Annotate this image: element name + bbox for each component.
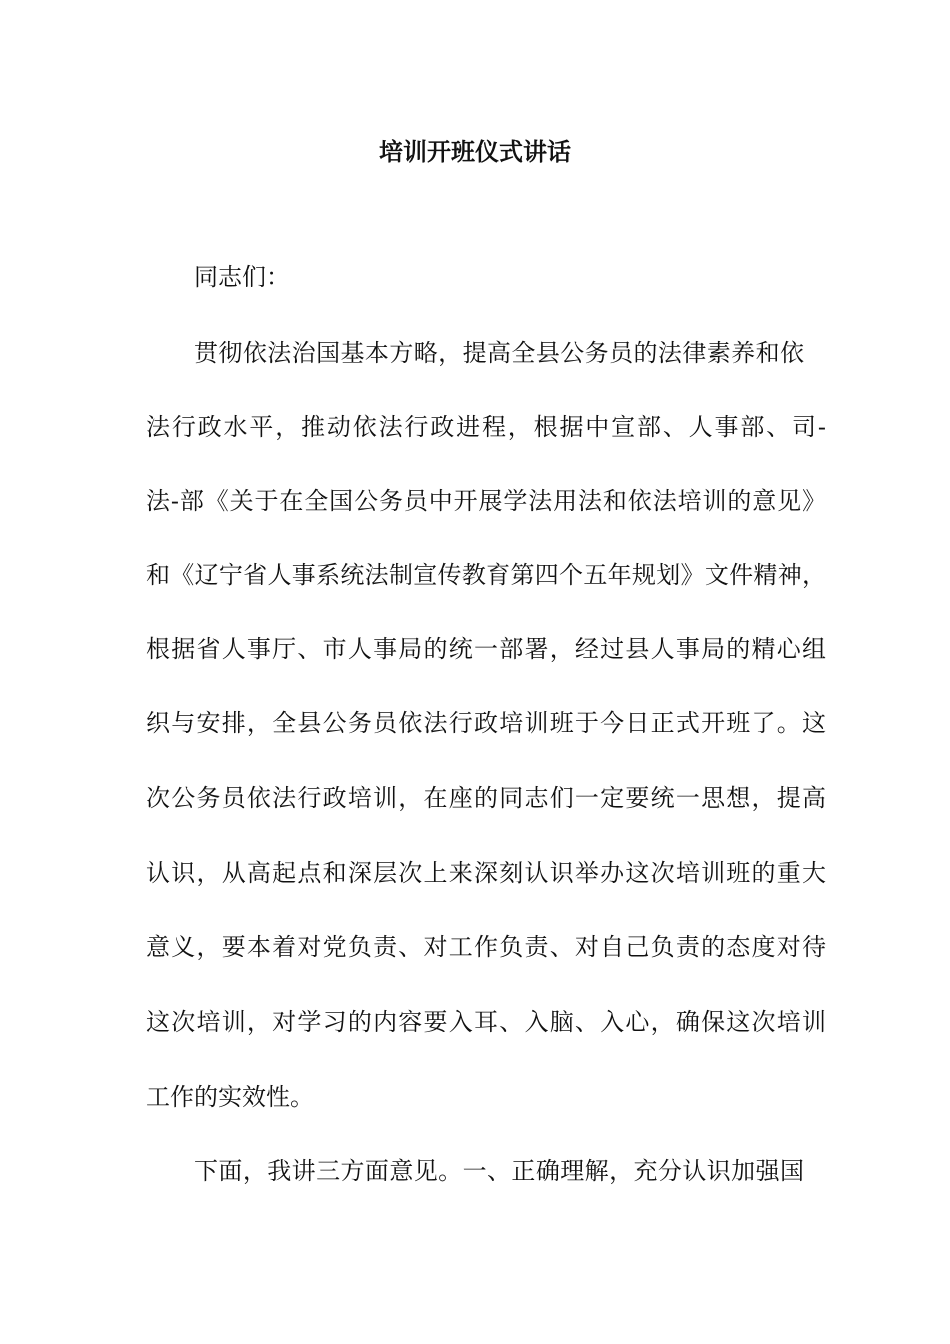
- paragraph-line: 意义，要本着对党负责、对工作负责、对自己负责的态度对待: [146, 933, 826, 961]
- document-title: 培训开班仪式讲话: [379, 137, 571, 166]
- paragraph-line: 次公务员依法行政培训，在座的同志们一定要统一思想，提高: [146, 784, 826, 812]
- paragraph-line: 工作的实效性。: [146, 1083, 314, 1111]
- paragraph-line: 和《辽宁省人事系统法制宣传教育第四个五年规划》文件精神，: [146, 561, 826, 589]
- paragraph-line: 法-部《关于在全国公务员中开展学法用法和依法培训的意见》: [146, 487, 826, 515]
- paragraph-line: 这次培训，对学习的内容要入耳、入脑、入心，确保这次培训: [146, 1008, 826, 1036]
- paragraph-line: 认识，从高起点和深层次上来深刻认识举办这次培训班的重大: [146, 859, 826, 887]
- paragraph-line: 下面，我讲三方面意见。一、正确理解，充分认识加强国: [194, 1157, 804, 1185]
- paragraph-line: 法行政水平，推动依法行政进程，根据中宣部、人事部、司-: [146, 413, 826, 441]
- paragraph-line: 贯彻依法治国基本方略，提高全县公务员的法律素养和依: [194, 339, 804, 367]
- paragraph-line: 根据省人事厅、市人事局的统一部署，经过县人事局的精心组: [146, 635, 826, 663]
- paragraph-line: 织与安排，全县公务员依法行政培训班于今日正式开班了。这: [146, 709, 826, 737]
- salutation: 同志们：: [194, 263, 290, 291]
